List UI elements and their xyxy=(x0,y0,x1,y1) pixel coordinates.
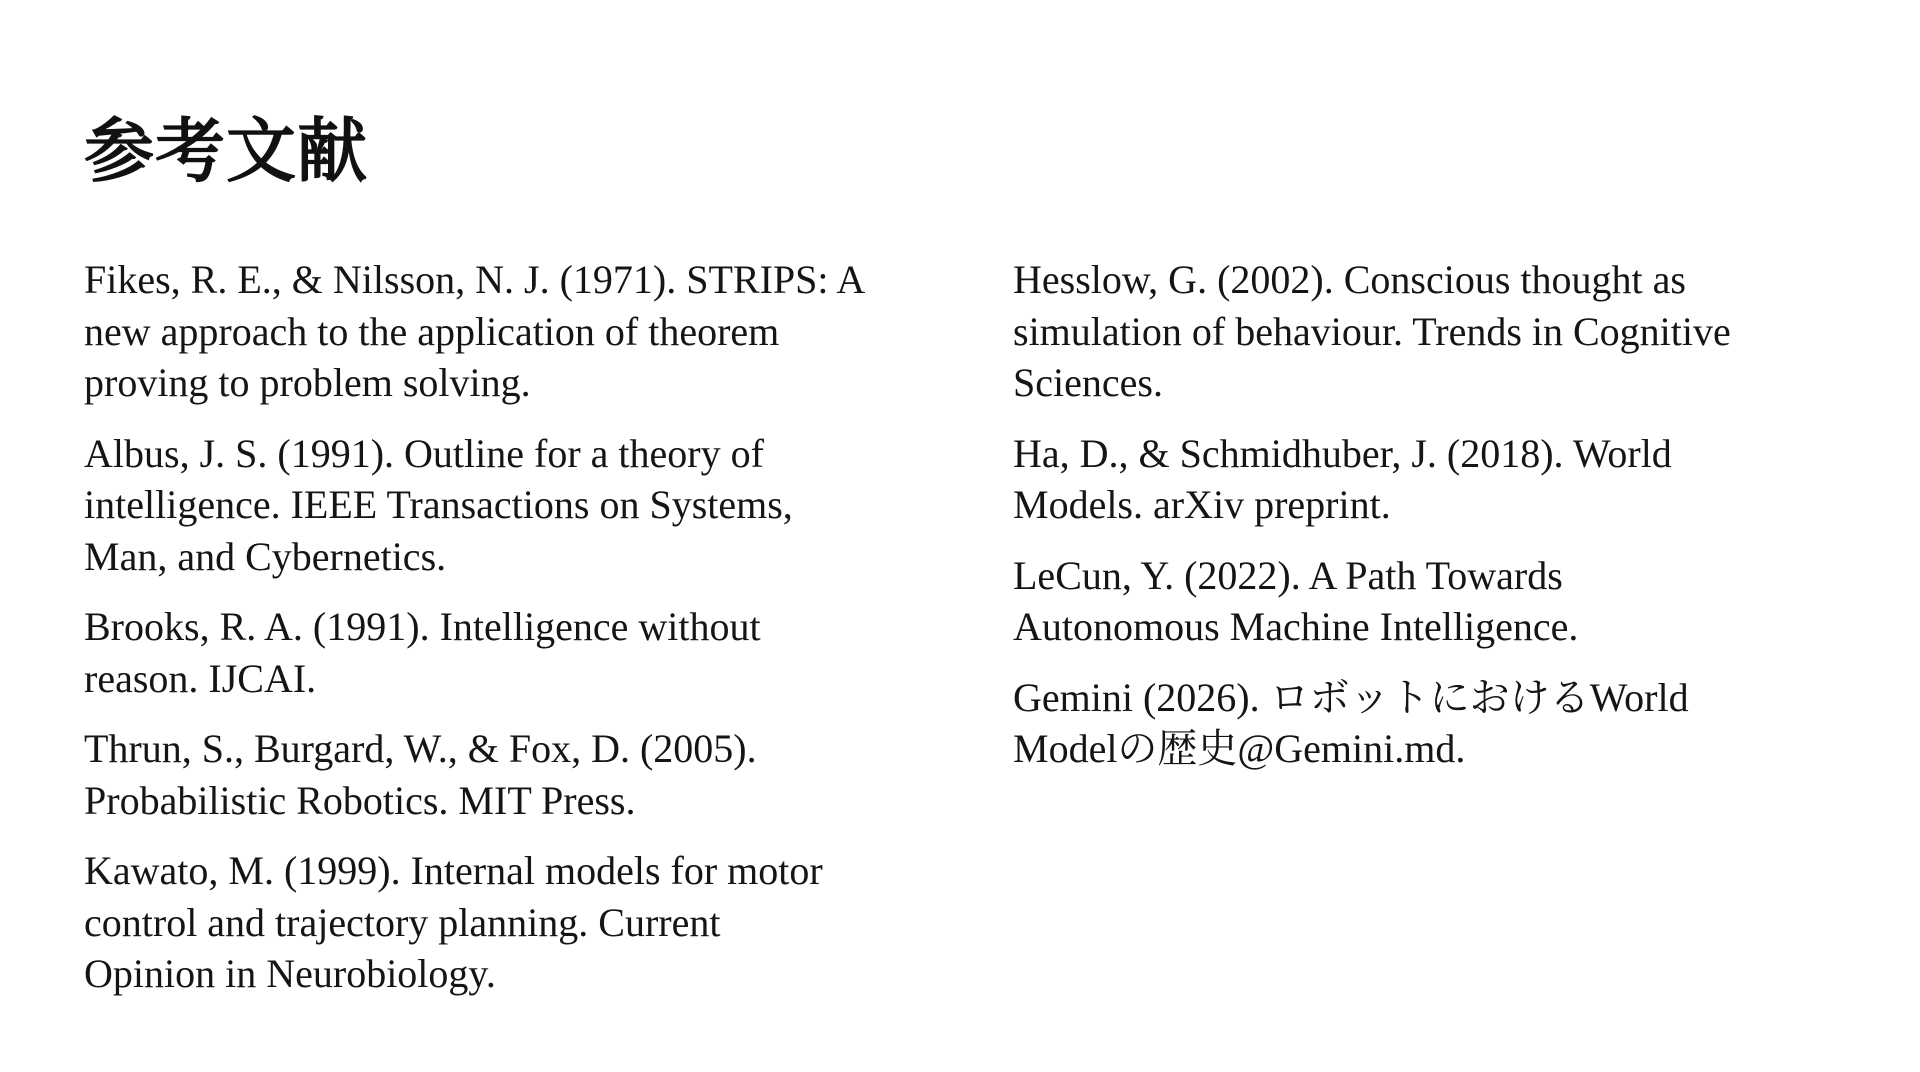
reference-line: simulation of behaviour. Trends in Cognitive xyxy=(1013,308,1731,354)
reference-line: new approach to the application of theorem xyxy=(84,308,780,354)
reference-item xyxy=(1013,428,1873,531)
reference-item xyxy=(1013,550,1873,653)
reference-line: LeCun, Y. (2022). A Path Towards xyxy=(1013,552,1563,598)
reference-line: Ha, D., & Schmidhuber, J. (2018). World xyxy=(1013,430,1672,476)
reference-line: Albus, J. S. (1991). Outline for a theory of xyxy=(84,430,764,476)
reference-line: Autonomous Machine Intelligence. xyxy=(1013,604,1579,649)
reference-line: control and trajectory planning. Current xyxy=(84,899,721,945)
reference-item xyxy=(1013,254,1873,409)
reference-item xyxy=(84,254,944,409)
reference-line: reason. IJCAI. xyxy=(84,655,317,701)
reference-item xyxy=(84,428,944,583)
references-left-column xyxy=(84,254,944,1019)
reference-item xyxy=(1013,672,1873,775)
reference-line: Gemini (2026). ロボットにおけるWorld xyxy=(1013,674,1689,720)
reference-line: intelligence. IEEE Transactions on Systems, xyxy=(84,482,793,527)
reference-line: Modelの歴史@Gemini.md. xyxy=(1013,726,1466,771)
reference-line: Sciences. xyxy=(1013,360,1163,405)
reference-line: Opinion in Neurobiology. xyxy=(84,951,496,996)
reference-line: Thrun, S., Burgard, W., & Fox, D. (2005). xyxy=(84,726,757,771)
reference-item xyxy=(84,845,944,1000)
reference-item xyxy=(84,723,944,826)
reference-line: Fikes, R. E., & Nilsson, N. J. (1971). STRIPS: A xyxy=(84,257,866,302)
reference-item xyxy=(84,601,944,704)
reference-line: Man, and Cybernetics. xyxy=(84,533,447,579)
reference-line: Hesslow, G. (2002). Conscious thought as xyxy=(1013,257,1686,302)
references-right-column xyxy=(1013,254,1873,794)
reference-line: Models. arXiv preprint. xyxy=(1013,482,1391,527)
reference-line: proving to problem solving. xyxy=(84,360,531,405)
slide-title: 参考文献 xyxy=(84,110,368,192)
reference-line: Brooks, R. A. (1991). Intelligence without xyxy=(84,604,761,649)
reference-line: Probabilistic Robotics. MIT Press. xyxy=(84,777,636,823)
reference-line: Kawato, M. (1999). Internal models for motor xyxy=(84,848,823,893)
